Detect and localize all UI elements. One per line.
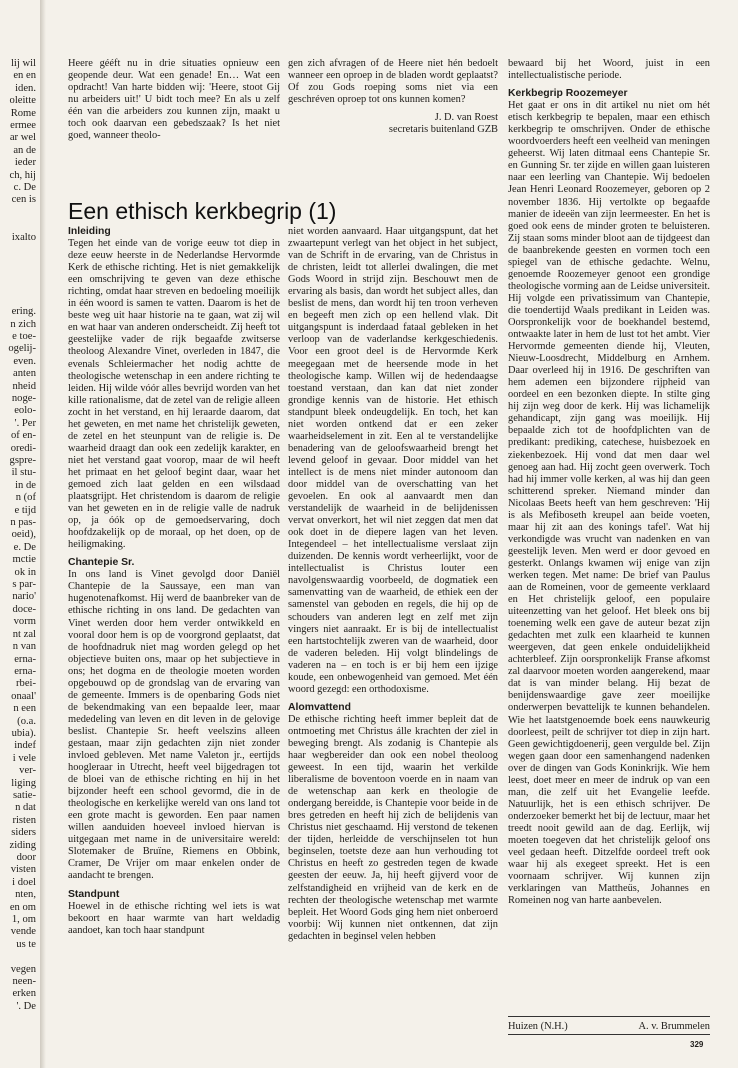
cut-off-line: n pas- — [10, 517, 36, 529]
page-number: 329 — [690, 1040, 704, 1049]
cut-off-line: ieder — [14, 157, 36, 169]
cut-off-line: vende — [10, 926, 36, 938]
paragraph-column-3b: Het gaat er ons in dit artikel nu niet om hét etisch kerkbegrip te bepalen, maar een ethisch kerkbegrip te omschrijven. Onder de ethische woordvoerders heeft een veelheid van meningen geheerst. Wij laten ditmaal eens Chantepie Sr. en Gunning Sr. ter zijde en willen gaan luisteren naar een leerling van Chantepie. Wij bedoelen Jean Henri Leonard Roozemeyer, geboren op 2 november 1836. Hij vertolkte op begaafde manier de ideeën van zijn leermeester. En het is goed ook eens de minder groten te beluisteren. Zij staan soms minder bloot aan de tijdgeest dan de baanbrekende geesten en vormen toch een spiegel van de ethische gedachte. Welnu, genoemde Roozemeyer genoot een grondige theologische vorming aan de Leidse universiteit. Hij volgde een privatissimum van Chantepie, die toendertijd Waals predikant in Leiden was. Oorspronkelijk voor de boekhandel bestemd, ontwaakte later in hem de lust tot het ambt. Vier Hervormde gemeenten diende hij, Vleuten, Nieuw-Loosdrecht, Middelburg en Arnhem. Daar overleed hij in 1916. De geschriften van hem ademen een bijzondere rijpheid van oordeel en een bezonken diepte. In stilte ging hij zijn weg door de kerk. Hij was lichamelijk gehandicapt, zijn gang was moeilijk. Hij bepaalde zich tot de hoofdplichten van de predikant: prediking, catechese, huisbezoek en ziekenbezoek. Hij vond dat men daar wel genoeg aan had. Hij zocht geen overwerk. Toch had hij immer volle kerken, al was hij dan geen schitterend spreker. Niemand minder dan Nicolaas Beets heeft van hem geschreven: 'Hij is als Mefiboseth kreupel aan beide voeten, maar hij zit aan des konings tafel'. Wat hij verkondigde was vrucht van nadenken en van geestelijk leven. Men werd er door gevoed en gesterkt. Onlangs kwamen wij enige van zijn werken tegen. Met name: De brief van Paulus aan de Romeinen, voor de gemeente verklaard en Het christelijk geloof, een populaire uiteenzetting van het geloof. Het bleek ons bij toeneming welk een gave de auteur bezat zijn gedachten met zulk een klaarheid te kunnen weergeven, dat geen enkele onduidelijkheid achterbleef. Zijn oorspronkelijk Franse afkomst zal daarvoor moeten worden aangerekend, maar dat is van minder belang. Hij bezat de benijdenswaardige gave zeer moeilijke onderwerpen bevattelijk te kunnen behandelen. Wie het laatstgenoemde boek eens nauwkeurig doorleest, peilt de schrijver tot diep in zijn hart. Geen gewichtigdoenerij, geen vergulde bel. Zijn wegen gaan door een samenhangend nadenken over de dingen van Gods Koninkrijk. Wie hem leest, doet meer en meer de indruk op van een man, die zelf uit het Evangelie leefde. Natuurlijk, het is een ethisch schrijver. De onderzoeker bemerkt het bij de lectuur, maar het treedt nooit gewild aan de dag. Eerlijk, wij moeten toegeven dat het christelijk geloof ons veel gedaan heeft. Ditzelfde oordeel treft ook waar hij als exegeet spreekt. Het is een voornaam schrijver. Wij kunnen zijn verklaringen van Mattheüs, Johannes en Romeinen nog van harte aanbevelen. — [508, 100, 710, 907]
cut-off-line: oeid), — [11, 529, 36, 541]
cut-off-line: an de — [13, 144, 36, 156]
cut-off-line: ogelij- — [8, 343, 36, 355]
cut-off-line: mctie — [12, 554, 36, 566]
cut-off-line: s par- — [12, 579, 36, 591]
heading-roozemeyer: Kerkbegrip Roozemeyer — [508, 88, 628, 100]
cut-off-line: '. Per — [14, 417, 36, 429]
cut-off-line: in de — [15, 479, 36, 491]
cut-off-line: i doel — [12, 876, 36, 888]
paragraph-column-3a: bewaard bij het Woord, juist in een intellectualistische periode. — [508, 58, 710, 82]
paragraph-standpunt: Hoewel in de ethische richting wel iets is wat bekoort en haar warmte van hart weldadig aandoet, kan toch haar standpunt — [68, 900, 280, 936]
cut-off-line: en en — [13, 70, 36, 82]
article-column-2 — [288, 226, 498, 1016]
cut-off-line: siders — [11, 827, 36, 839]
cut-off-line: risten — [12, 814, 36, 826]
cut-off-line: e. De — [13, 541, 36, 553]
cut-off-line: n van — [12, 641, 36, 653]
cut-off-line: i vele — [12, 752, 36, 764]
cut-off-line: ver- — [19, 765, 36, 777]
cut-off-line: vegen — [10, 963, 36, 975]
cut-off-line: erna- — [14, 665, 36, 677]
heading-standpunt: Standpunt — [68, 888, 120, 900]
cut-off-line: e tijd — [14, 504, 36, 516]
heading-alomvattend: Alomvattend — [288, 701, 351, 713]
cut-off-line: satie- — [13, 789, 36, 801]
paragraph-column-2b: De ethische richting heeft immer bepleit dat de ontmoeting met Christus álle krachten der ziel in beweging brengt. Als zodanig is Chantepie als haar wegbereider dan ook een nobel theoloog geweest. In een tijd, waarin het verkilde liberalisme de boventoon voerde en in naam van de wetenschap aan kerk en theologie de ondergang bereidde, is Chantepie voor beide in de bres getreden en heeft hij zich de belijdenis van Christus niet geschaamd. Hij verstond de tekenen der tijden, herleidde de verschijnselen tot hun beginselen, toetste deze aan hun verhouding tot Christus en heeft zo gestreden tegen de kwade geesten der eeuw. Ja, hij heeft gijverd voor de zelfstandigheid en vrijheid van de kerk en de rechten der theologische wetenschap met warmte bepleit. Het Woord Gods ging hem niet onberoerd voorbij: Wij kunnen niet ontkennen, dat zijn gedachten in beginsel velen hebben — [288, 713, 498, 942]
heading-chantepie: Chantepie Sr. — [68, 557, 135, 569]
cut-off-line: anten — [13, 368, 36, 380]
cut-off-line: (o.a. — [17, 715, 36, 727]
previous-page-cut-off-column — [0, 58, 36, 1018]
cut-off-line — [0, 294, 36, 306]
cut-off-line: gspre- — [9, 455, 36, 466]
cut-off-line — [0, 244, 36, 256]
cut-off-line: ar wel — [9, 132, 36, 144]
cut-off-line: n een — [13, 703, 36, 715]
article-title: Een ethisch kerkbegrip (1) — [68, 198, 337, 224]
cut-off-line — [0, 207, 36, 219]
cut-off-line: Rome — [10, 107, 36, 119]
cut-off-line: ubia). — [11, 727, 36, 739]
cut-off-line: doce- — [12, 603, 36, 615]
article-footer — [508, 1021, 710, 1032]
cut-off-line: il stu- — [11, 467, 36, 479]
cut-off-line: lij wil — [10, 58, 36, 69]
cut-off-line: '. De — [16, 1000, 36, 1012]
cut-off-line: n (of — [15, 492, 36, 504]
cut-off-line: ok in — [14, 566, 36, 578]
footer-rule-bottom — [508, 1034, 710, 1035]
paragraph-chantepie: In ons land is Vinet gevolgd door Daniël Chantepie de la Saussaye, een man van hugenotenafkomst. Hij werd de baanbreker van de ethische richting in ons land. De gedachten van Vinet werden door hem verder ontwikkeld en vooral door hem is op de voorgrond geplaatst, dat de hoofdnadruk niet mag worden gelegd op het objectieve buiten ons, maar op het subjectieve in ons; het dogma en de theologie moeten worden opgebouwd op de grondslag van de ervaring van de gemeente. Immers is de openbaring Gods niet de bekendmaking van een bepaalde leer, maar mededeling van leven en dit leven in de gelovige beslist. Chantepie Sr. heeft veelszins alleen gestaan, maar zijn gedachten zijn niet zonder invloed gebleven. Met name Valeton jr., eertijds hoogleraar in Utrecht, heeft veel bijgedragen tot de bloei van de ethische richting en hij in het bijzonder heeft een school gevormd, die in de theologische en kerkelijke wereld van ons land tot een grote macht is geworden. Een paar namen willen aanduiden hoeveel invloed hiervan is uitgegaan met name in de universitaire wereld: Slotemaker de Bruïne, Riemens en Obbink, Cramer, De Vrijer om maar enkelen onder de aandacht te brengen. — [68, 569, 280, 882]
cut-off-line: ixalto — [11, 231, 36, 243]
paragraph-column-2a: niet worden aanvaard. Haar uitgangspunt, dat het zwaartepunt verlegt van het object in het subject, van de Schrift in de ervaring, van de Christus in de christen, leidt tot allerlei dwalingen, die met Gods Woord in strijd zijn. Beschouwt men de ervaring als basis, dan wordt het subject alles, dan beslist de mens, dan wordt hij ten troon verheven en begeeft men zich op een hellend vlak. Dit uitgangspunt is inderdaad fataal gebleken in het verloop van de vaderlandse kerkgeschiedenis. Voor een groot deel is de Hervormde Kerk meegegaan met de heersende mode in het theologische kamp. Willen wij de hedendaagse toestand verstaan, dan kan dat niet zonder grondige kennis van de historie. Het ethisch standpunt bleek ondeugdelijk. En toch, het kan niet worden ontkend dat er een zeker waarheidselement in zit. Een al te verstandelijke benadering van de geloofswaarheid brengt het levend geloof in gevaar. Door middel van het intellect is de mens niet minder autonoom dan door middel van de overschatting van het gevoelen. En ook al aanvaardt men dan verstandelijk de waarheid in de belijdenissen vervat onverkort, het wil niet zeggen dat men dat ook doet in de diepere lagen van het leven. Integendeel – het intellectualisme verslaat zijn duizenden. De kennis wordt verheerlijkt, voor de intellectualist is Christus louter een navolgenswaardig voorbeeld, de dogmatiek een samenvatting van de waarheid, de ethiek een der samenstel van geboden en regels, die hij op de schouders van anderen legt en zelf met zijn vingers niet aanraakt. Er is bij de intellectualist een hartstochtelijk zweren van de waarheid, door de vaderen beleden. Hij volgt blindelings de vaderen na – en toch is er bij hem een ijzige koude, een onbewogenheid van gemoed. Met één woord gezegd: een orthodoxisme. — [288, 226, 498, 695]
cut-off-line: us te — [16, 938, 36, 950]
cut-off-line: n zich — [10, 318, 36, 330]
cut-off-line: iden. — [15, 82, 36, 94]
cut-off-line: ering. — [11, 306, 36, 318]
footer-place: Huizen (N.H.) — [508, 1021, 568, 1032]
cut-off-line: ch, hij — [9, 169, 36, 181]
cut-off-line: nten, — [15, 889, 36, 901]
cut-off-line — [0, 219, 36, 231]
cut-off-line: rbei- — [16, 678, 36, 690]
cut-off-line: of en- — [11, 430, 36, 442]
cut-off-line: neen- — [12, 976, 36, 988]
cut-off-line: nheid — [12, 380, 36, 392]
cut-off-line: visten — [10, 864, 36, 876]
top-text-2: gen zich afvragen of de Heere niet hén bedoelt wanneer een oproep in de bladen wordt geplaatst? Of zou Gods roeping soms niet via een geschréven oproep tot ons kunnen komen? — [288, 58, 498, 106]
top-text-1: Heere gééft nu in drie situaties opnieuw een geopende deur. Wat een genade! En… Wat een opdracht! Van harte bidden wij: 'Heere, stoot Gij nu arbeiders uit!' U bidt toch mee? En als u zelf één van die arbeiders zou kunnen zijn, maakt u toch ook daarvan een gebedszaak? Is het niet goed, wanneer theolo- — [68, 58, 280, 142]
cut-off-line: nario' — [12, 591, 36, 603]
cut-off-line: ziding — [9, 839, 36, 851]
cut-off-line: erna- — [14, 653, 36, 665]
cut-off-line: c. De — [13, 182, 36, 194]
top-column-2 — [288, 58, 498, 178]
cut-off-line: oleitte — [9, 95, 36, 107]
top-column-1 — [68, 58, 280, 178]
cut-off-line: door — [16, 852, 36, 863]
cut-off-line: even. — [13, 355, 36, 367]
cut-off-line: liging — [11, 777, 36, 789]
footer-rule-top — [508, 1016, 710, 1017]
cut-off-line: noge- — [11, 392, 36, 404]
cut-off-line: indef — [14, 740, 36, 752]
heading-inleiding: Inleiding — [68, 226, 111, 237]
cut-off-line: e toe- — [12, 330, 36, 342]
cut-off-line: eolo- — [14, 405, 36, 417]
cut-off-line: erken — [12, 988, 36, 1000]
cut-off-line: oredi- — [10, 442, 36, 454]
article-column-1 — [68, 226, 280, 1016]
page-fold-shadow — [40, 0, 46, 1068]
cut-off-line: onaal' — [11, 690, 36, 702]
cut-off-line: nt zal — [12, 628, 36, 640]
footer-author: A. v. Brummelen — [638, 1021, 710, 1032]
paragraph-inleiding: Tegen het einde van de vorige eeuw tot diep in deze eeuw heerste in de Nederlandse Hervormde Kerk de ethische richting. Het is niet gemakkelijk een omschrijving te geven van deze ethische richting, omdat haar streven en bedoeling moeilijk in één woord is samen te vatten. Daarom is het de beste weg uit haar historie na te gaan, wat zij wil en wat haar van anderen onderscheidt. Zij heeft tot geestelijke vader de rijk begaafde zwitserse theoloog Alexandre Vinet, overleden in 1847, die evenals Schleiermacher het nodig achtte de theologische wetenschap in een andere richting te leiden. Hij wilde vóór alles bevrijd worden van het kille rationalisme, dat de zetel van de religie alleen zocht in het verstand, en hij leraarde daarom, dat het geweten, en met name het christelijk geweten, de zetel en het steunpunt van de religie is. De waarheid draagt dan ook een zedelijk karakter, en niet het verstand gaat voorop, maar de wil heeft het primaat en het geloof begint daar, waar het gemoed zich laat gelden en een wilsdaad plaatsgrijpt. Het christendom is daarom de religie van het geweten en in de religie valle de nadruk op, ja óók op de gemoedservaring, doch hoofdzakelijk op de moraal, op het doen, op de heiligmaking. — [68, 238, 280, 551]
cut-off-line: vorm — [13, 616, 36, 628]
cut-off-line: 1, om — [11, 914, 36, 926]
cut-off-line: n dat — [15, 802, 36, 814]
cut-off-line — [0, 257, 36, 269]
signature-role: secretaris buitenland GZB — [388, 124, 498, 136]
signature-name: J. D. van Roest — [434, 112, 498, 124]
cut-off-line — [0, 269, 36, 281]
cut-off-line — [0, 281, 36, 293]
cut-off-line — [0, 951, 36, 963]
cut-off-line: ermee — [10, 120, 36, 132]
cut-off-line: en om — [9, 901, 36, 913]
article-column-3 — [508, 58, 710, 1008]
cut-off-line: cen is — [11, 194, 36, 206]
